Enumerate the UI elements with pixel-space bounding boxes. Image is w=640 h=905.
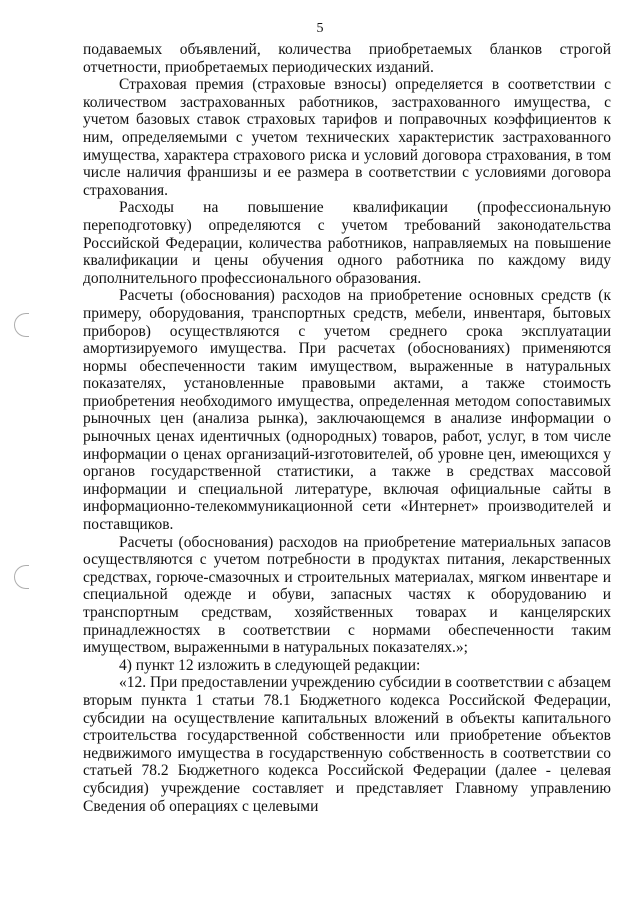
paragraph: Расчеты (обоснования) расходов на приобретение основных средств (к примеру, оборудования, транспортных средств, мебели, инвентаря, бытовых приборов) осуществляются с учетом среднего срока эксплуатации амортизируемого имущества. При расчетах (обоснованиях) применяются нормы обеспеченности таким имуществом, выраженные в натуральных показателях, установленные правовыми актами, а также стоимость приобретения необходимого имущества, определенная методом сопоставимых рыночных цен (анализа рынка), заключающемся в анализе информации о рыночных ценах идентичных (однородных) товаров, работ, услуг, в том числе информации о ценах организаций-изготовителей, об уровне цен, имеющихся у органов государственной статистики, а также в средствах массовой информации и специальной литературе, включая официальные сайты в информационно-телекоммуникационной сети «Интернет» производителей и поставщиков. <box>83 287 611 534</box>
paragraph: подаваемых объявлений, количества приобретаемых бланков строгой отчетности, приобретаемых периодических изданий. <box>83 41 611 76</box>
paragraph: 4) пункт 12 изложить в следующей редакции: <box>119 656 421 674</box>
paragraph: Страховая премия (страховые взносы) определяется в соответствии с количеством застрахованных работников, застрахованного имущества, с учетом базовых ставок страховых тарифов и поправочных коэффициентов к ним, определяемыми с учетом технических характеристик застрахованного имущества, характера страхового риска и условий договора страхования, в том числе наличия франшизы и ее размера в соответствии с условиями договора страхования. <box>83 76 611 199</box>
paragraph: Расходы на повышение квалификации (профессиональную переподготовку) определяются с учетом требований законодательства Российской Федерации, количества работников, направляемых на повышение квалификации и цены обучения одного работника по каждому виду дополнительного профессионального образования. <box>83 199 611 287</box>
punch-hole-mark <box>14 313 29 337</box>
punch-hole-mark <box>14 565 29 589</box>
document-body <box>83 41 611 815</box>
page-number: 5 <box>316 21 324 36</box>
paragraph: «12. При предоставлении учреждению субсидии в соответствии с абзацем вторым пункта 1 статьи 78.1 Бюджетного кодекса Российской Федерации, субсидии на осуществление капитальных вложений в объекты капитального строительства государственной собственности или приобретение объектов недвижимого имущества в государственную собственность в соответствии со статьей 78.2 Бюджетного кодекса Российской Федерации (далее - целевая субсидия) учреждение составляет и представляет Главному управлению Сведения об операциях с целевыми <box>83 674 611 815</box>
paragraph: Расчеты (обоснования) расходов на приобретение материальных запасов осуществляются с учетом потребности в продуктах питания, лекарственных средствах, горюче-смазочных и строительных материалах, мягком инвентаре и специальной одежде и обуви, запасных частях к оборудованию и транспортным средствам, хозяйственных товарах и канцелярских принадлежностях в соответствии с нормами обеспеченности таким имуществом, выраженными в натуральных показателях.»; <box>83 533 611 657</box>
